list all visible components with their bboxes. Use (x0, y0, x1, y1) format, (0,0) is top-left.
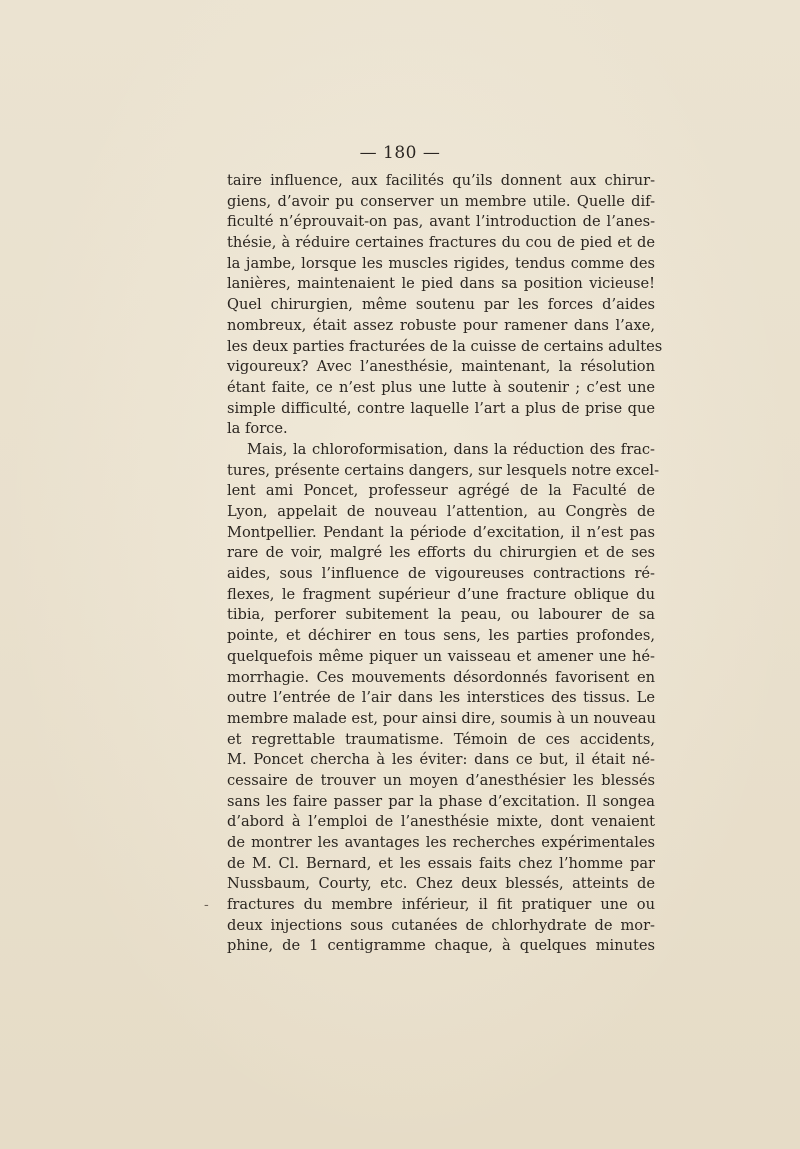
text-line: pointe, et déchirer en tous sens, les parties profondes, (227, 627, 655, 645)
text-line: thésie, à réduire certaines fractures du cou de pied et de (227, 234, 655, 252)
text-line: quelquefois même piquer un vaisseau et amener une hé- (227, 647, 655, 665)
text-line: Quel chirurgien, même soutenu par les forces d’aides (227, 296, 655, 314)
text-line: de M. Cl. Bernard, et les essais faits chez l’homme par (227, 854, 655, 872)
text-line: deux injections sous cutanées de chlorhydrate de mor- (227, 916, 655, 934)
text-line: vigoureux? Avec l’anesthésie, maintenant, la résolution (227, 358, 655, 376)
text-line: Nussbaum, Courty, etc. Chez deux blessés, atteints de (227, 875, 655, 893)
paragraph-end-line: la force. (227, 420, 288, 438)
text-line: la jambe, lorsque les muscles rigides, tendus comme des (227, 254, 655, 272)
text-line: étant faite, ce n’est plus une lutte à soutenir ; c’est une (227, 378, 655, 396)
text-line: lent ami Poncet, professeur agrégé de la Faculté de (227, 482, 655, 500)
text-line: simple difficulté, contre laquelle l’art a plus de prise que (227, 399, 655, 417)
text-line: sans les faire passer par la phase d’excitation. Il songea (227, 792, 655, 810)
paragraph-start-line: Mais, la chloroformisation, dans la réduction des frac- (247, 440, 655, 458)
text-line: M. Poncet chercha à les éviter: dans ce but, il était né- (227, 751, 655, 769)
text-line: d’abord à l’emploi de l’anesthésie mixte, dont venaient (227, 813, 655, 831)
text-line: flexes, le fragment supérieur d’une fracture oblique du (227, 585, 655, 603)
text-line: outre l’entrée de l’air dans les interstices des tissus. Le (227, 689, 655, 707)
text-line: morrhagie. Ces mouvements désordonnés favorisent en (227, 668, 655, 686)
text-line: les deux parties fracturées de la cuisse de certains adultes (227, 337, 663, 355)
text-line: et regrettable traumatisme. Témoin de ces accidents, (227, 730, 655, 748)
page-number: — 180 — (359, 143, 441, 163)
text-line: de montrer les avantages les recherches expérimentales (227, 834, 655, 851)
text-line: tures, présente certains dangers, sur lesquels notre excel- (227, 461, 660, 479)
text-line: cessaire de trouver un moyen d’anesthésier les blessés (227, 771, 655, 789)
text-line: Lyon, appelait de nouveau l’attention, au Congrès de (227, 503, 655, 520)
text-line: fractures du membre inférieur, il fit pratiquer une ou (227, 896, 655, 914)
text-line: tibia, perforer subitement la peau, ou labourer de sa (227, 606, 655, 624)
body-text (227, 171, 663, 957)
text-line: membre malade est, pour ainsi dire, soumis à un nouveau (227, 709, 656, 727)
text-line: giens, d’avoir pu conserver un membre utile. Quelle dif- (227, 192, 655, 210)
text-line: aides, sous l’influence de vigoureuses contractions ré- (227, 565, 655, 583)
text-line: phine, de 1 centigramme chaque, à quelques minutes (227, 937, 655, 955)
margin-mark: - (204, 897, 209, 913)
text-line: rare de voir, malgré les efforts du chirurgien et de ses (227, 544, 655, 562)
text-line: taire influence, aux facilités qu’ils donnent aux chirur- (227, 172, 655, 189)
text-line: nombreux, était assez robuste pour ramener dans l’axe, (227, 316, 655, 334)
text-line: Montpellier. Pendant la période d’excitation, il n’est pas (227, 523, 655, 541)
text-line: lanières, maintenaient le pied dans sa position vicieuse! (227, 275, 655, 293)
text-line: ficulté n’éprouvait-on pas, avant l’introduction de l’anes- (227, 213, 655, 231)
